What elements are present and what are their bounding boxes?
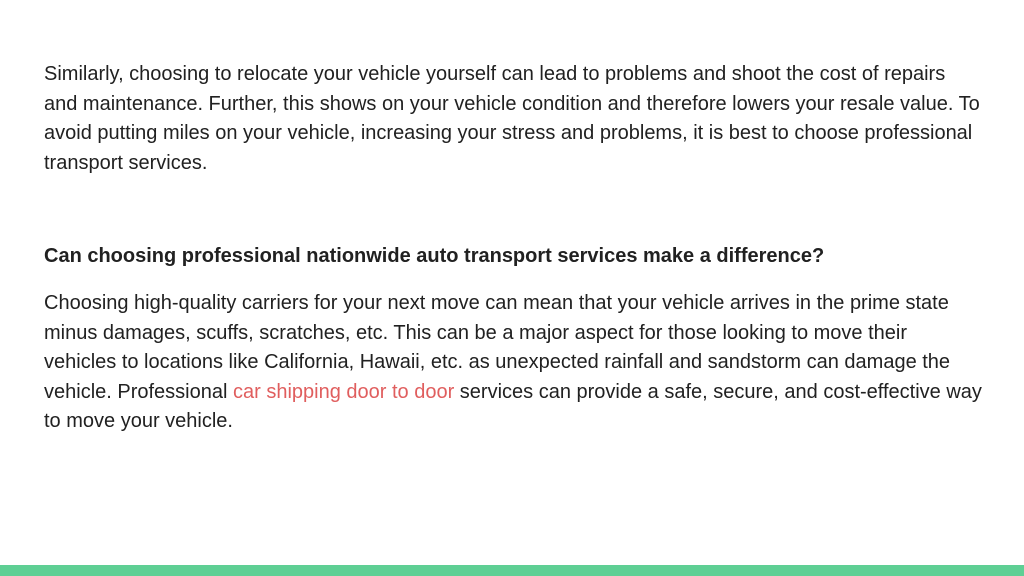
paragraph-text-after-link: services can provide a safe, secure, and cost-effective way to move your vehicle. bbox=[44, 380, 982, 432]
paragraph-intro: Similarly, choosing to relocate your vehicle yourself can lead to problems and shoot the cost of repairs and maintenance. Further, this shows on your vehicle condition and therefore lowers your resale value. To avoid putting miles on your vehicle, increasing your stress and problems, it is best to choose professional transport services. bbox=[44, 63, 980, 174]
bottom-accent-bar bbox=[0, 565, 1024, 576]
paragraph-body bbox=[44, 289, 984, 437]
paragraph-text-before-link: Choosing high-quality carriers for your next move can mean that your vehicle arrives in the prime state minus damages, scuffs, scratches, etc. This can be a major aspect for those looking to move their vehicles to locations like California, Hawaii, etc. as unexpected rainfall and sandstorm can damage the vehicle. Professional bbox=[44, 292, 951, 403]
section-heading: Can choosing professional nationwide auto transport services make a difference? bbox=[44, 245, 825, 267]
car-shipping-link[interactable]: car shipping door to door bbox=[232, 380, 455, 403]
